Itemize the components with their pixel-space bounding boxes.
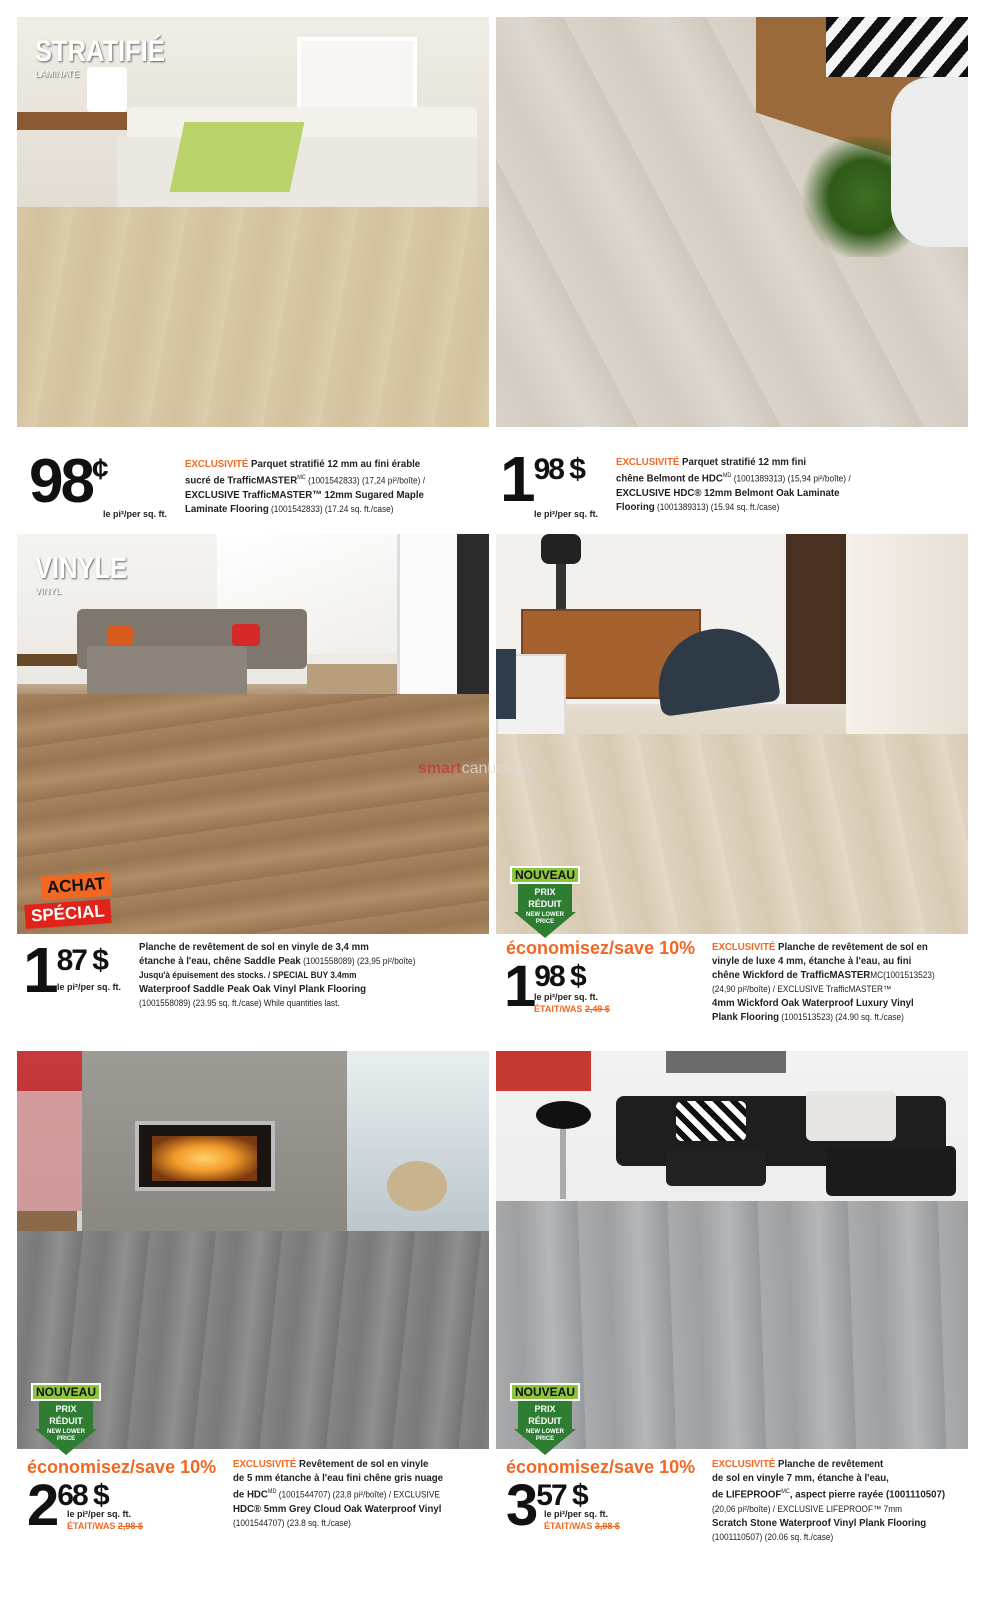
new-lower-price-badge: NOUVEAU PRIX RÉDUIT NEW LOWER PRICE — [510, 866, 580, 940]
product-card-4 — [496, 534, 968, 1062]
bedroom-laminate-photo — [17, 17, 489, 427]
product-caption-1 — [17, 427, 489, 545]
section-subtitle-laminate: LAMINATE — [35, 69, 80, 79]
product-caption-3 — [17, 934, 489, 1052]
belmont-oak-closeup-photo — [496, 17, 968, 427]
price-unit: le pi²/per sq. ft. — [103, 509, 168, 519]
save-percent-label: économisez/save 10% — [27, 1457, 217, 1477]
product-description: EXCLUSIVITÉ Revêtement de sol en vinyle de 5 mm étanche à l'eau fini chêne gris nuage de $HDC^{MD}$ (1001544707) (23,8 pi²/boîte) / EXCLUSIVE HDC® 5mm Grey Cloud Oak Waterproof Vinyl (1001544707) (23.8 sq. ft./case) — [233, 1458, 444, 1528]
price-value: $2^{68 \$}$ — [27, 1473, 108, 1538]
price-value: $3^{57 \$}$ — [506, 1473, 587, 1538]
new-lower-price-badge: NOUVEAU PRIX RÉDUIT NEW LOWER PRICE — [31, 1383, 101, 1457]
product-description: EXCLUSIVITÉ Parquet stratifié 12 mm fini chêne Belmont de $HDC^{MD}$ (1001389313) (15,94 pi²/boîte) / EXCLUSIVE HDC® 12mm Belmont Oak Laminate Flooring (1001389313) (15.94 sq. ft./case) — [616, 456, 851, 513]
product-description: Planche de revêtement de sol en vinyle de 3,4 mm étanche à l'eau, chêne Saddle Peak (1001558089) (23,95 pi²/boîte) Jusqu'à épuisement des stocks. / SPECIAL BUY 3.4mm Waterproof Saddle Peak Oak Vinyl Plank Flooring (1001558089) (23.95 sq. ft./case) While quantities last. — [139, 941, 416, 1008]
product-caption-2 — [496, 427, 968, 545]
section-title-laminate: STRATIFIÉ — [35, 35, 165, 68]
section-title-vinyl: VINYLE — [35, 552, 128, 585]
save-percent-label: économisez/save 10% — [506, 1457, 696, 1477]
was-price: ÉTAIT/WAS 3,98 $ — [544, 1521, 620, 1531]
was-price: ÉTAIT/WAS 2,49 $ — [534, 1004, 610, 1014]
section-subtitle-vinyl: VINYL — [35, 586, 62, 596]
product-card-6 — [496, 1051, 968, 1579]
product-caption-6 — [496, 1449, 968, 1567]
price-unit: le pi²/per sq. ft. — [57, 982, 122, 992]
save-percent-label: économisez/save 10% — [506, 938, 696, 958]
was-price: ÉTAIT/WAS 2,98 $ — [67, 1521, 143, 1531]
price-value: $1^{87 \$}$ — [23, 934, 107, 1006]
watermark: smartcanucks.ca — [418, 760, 533, 777]
price-value: $1^{98 \$}$ — [500, 443, 584, 515]
product-caption-4 — [496, 934, 968, 1052]
product-card-1 — [17, 17, 489, 545]
product-description: EXCLUSIVITÉ Planche de revêtement de sol en vinyle de luxe 4 mm, étanche à l'eau, au fini chêne Wickford de TrafficMASTERMC(1001513523) (24,90 pi²/boîte) / EXCLUSIVE TrafficMASTER™ 4mm Wickford Oak Waterproof Luxury Vinyl Plank Flooring (1001513523) (24.90 sq. ft./case) — [712, 941, 935, 1023]
price-unit: le pi²/per sq. ft. — [544, 1509, 609, 1519]
price-unit: le pi²/per sq. ft. — [534, 992, 599, 1002]
price-value: $1^{98 \$}$ — [504, 954, 585, 1019]
product-description: EXCLUSIVITÉ Parquet stratifié 12 mm au fini érable sucré de TrafficMASTER$^{MC}$ (1001542833) (17,24 pi²/boîte) / EXCLUSIVE TrafficMASTER™ 12mm Sugared Maple Laminate Flooring (1001542833) (17.24 sq. ft./case) — [185, 458, 426, 515]
special-buy-badge: ACHAT SPÉCIAL — [25, 874, 105, 934]
product-caption-5 — [17, 1449, 489, 1567]
product-card-3 — [17, 534, 489, 1062]
price-unit: le pi²/per sq. ft. — [534, 509, 599, 519]
product-description: EXCLUSIVITÉ Planche de revêtement de sol en vinyle 7 mm, étanche à l'eau, de $LIFEPROOF^{MC}$, aspect pierre rayée (1001110507) (20,06 pi²/boîte) / EXCLUSIVE LIFEPROOF™ 7mm Scratch Stone Waterproof Vinyl Plank Flooring (1001110507) (20.06 sq. ft./case) — [712, 1458, 946, 1542]
product-card-2 — [496, 17, 968, 545]
product-card-5 — [17, 1051, 489, 1579]
price-value: 98¢ — [29, 447, 106, 516]
price-unit: le pi²/per sq. ft. — [67, 1509, 132, 1519]
new-lower-price-badge: NOUVEAU PRIX RÉDUIT NEW LOWER PRICE — [510, 1383, 580, 1457]
